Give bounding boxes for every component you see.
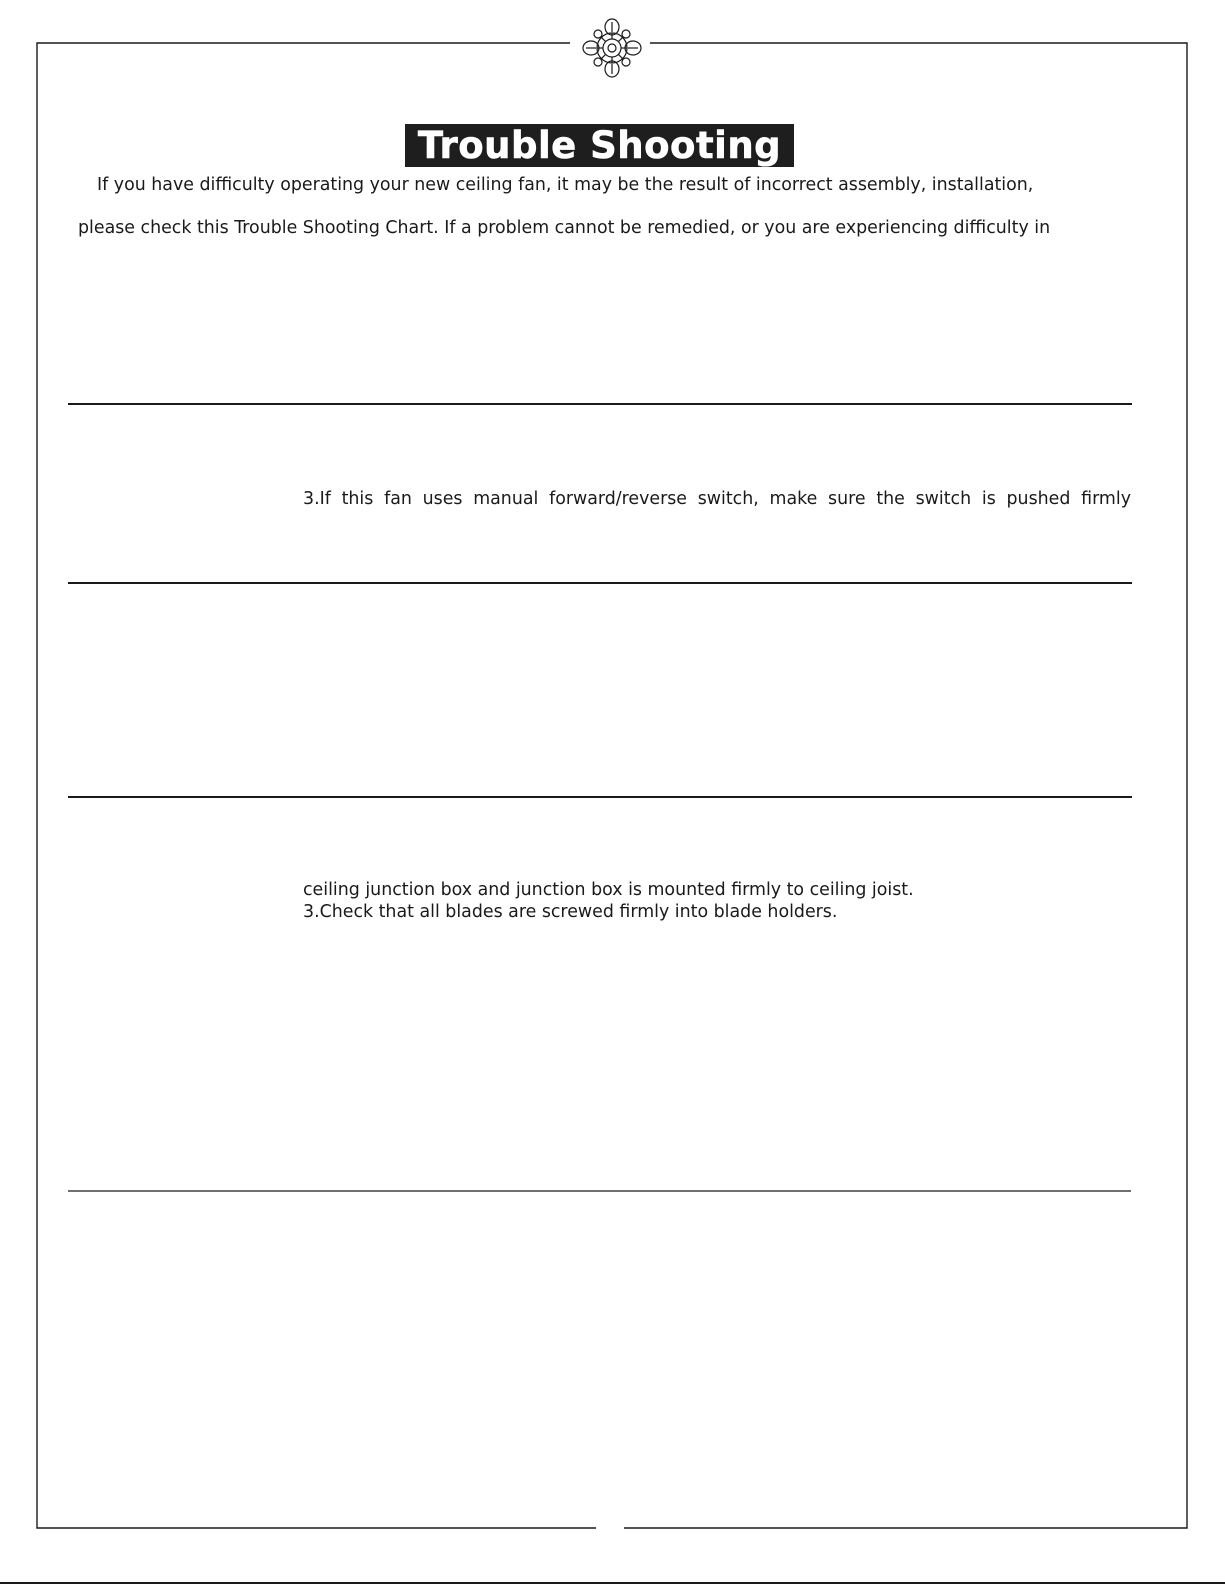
solution-blades-line: 3.Check that all blades are screwed firmly into blade holders. — [303, 902, 838, 922]
intro-line-1: If you have difficulty operating your new ceiling fan, it may be the result of incorrect assembly, installation, — [97, 175, 1034, 195]
intro-line-2: please check this Trouble Shooting Chart. If a problem cannot be remedied, or you are experiencing difficulty in — [78, 218, 1051, 238]
border-top-right — [624, 43, 1187, 1528]
solution-block-noise — [303, 879, 914, 923]
solution-junction-box-line: ceiling junction box and junction box is mounted firmly to ceiling joist. — [303, 880, 914, 900]
border-top-left — [37, 43, 596, 1528]
page-title: Trouble Shooting — [405, 124, 794, 167]
ornamental-medallion-icon — [583, 19, 641, 77]
solution-switch-fragment: 3.If this fan uses manual forward/reverse switch, make sure the switch is pushed firmly — [303, 489, 1131, 509]
